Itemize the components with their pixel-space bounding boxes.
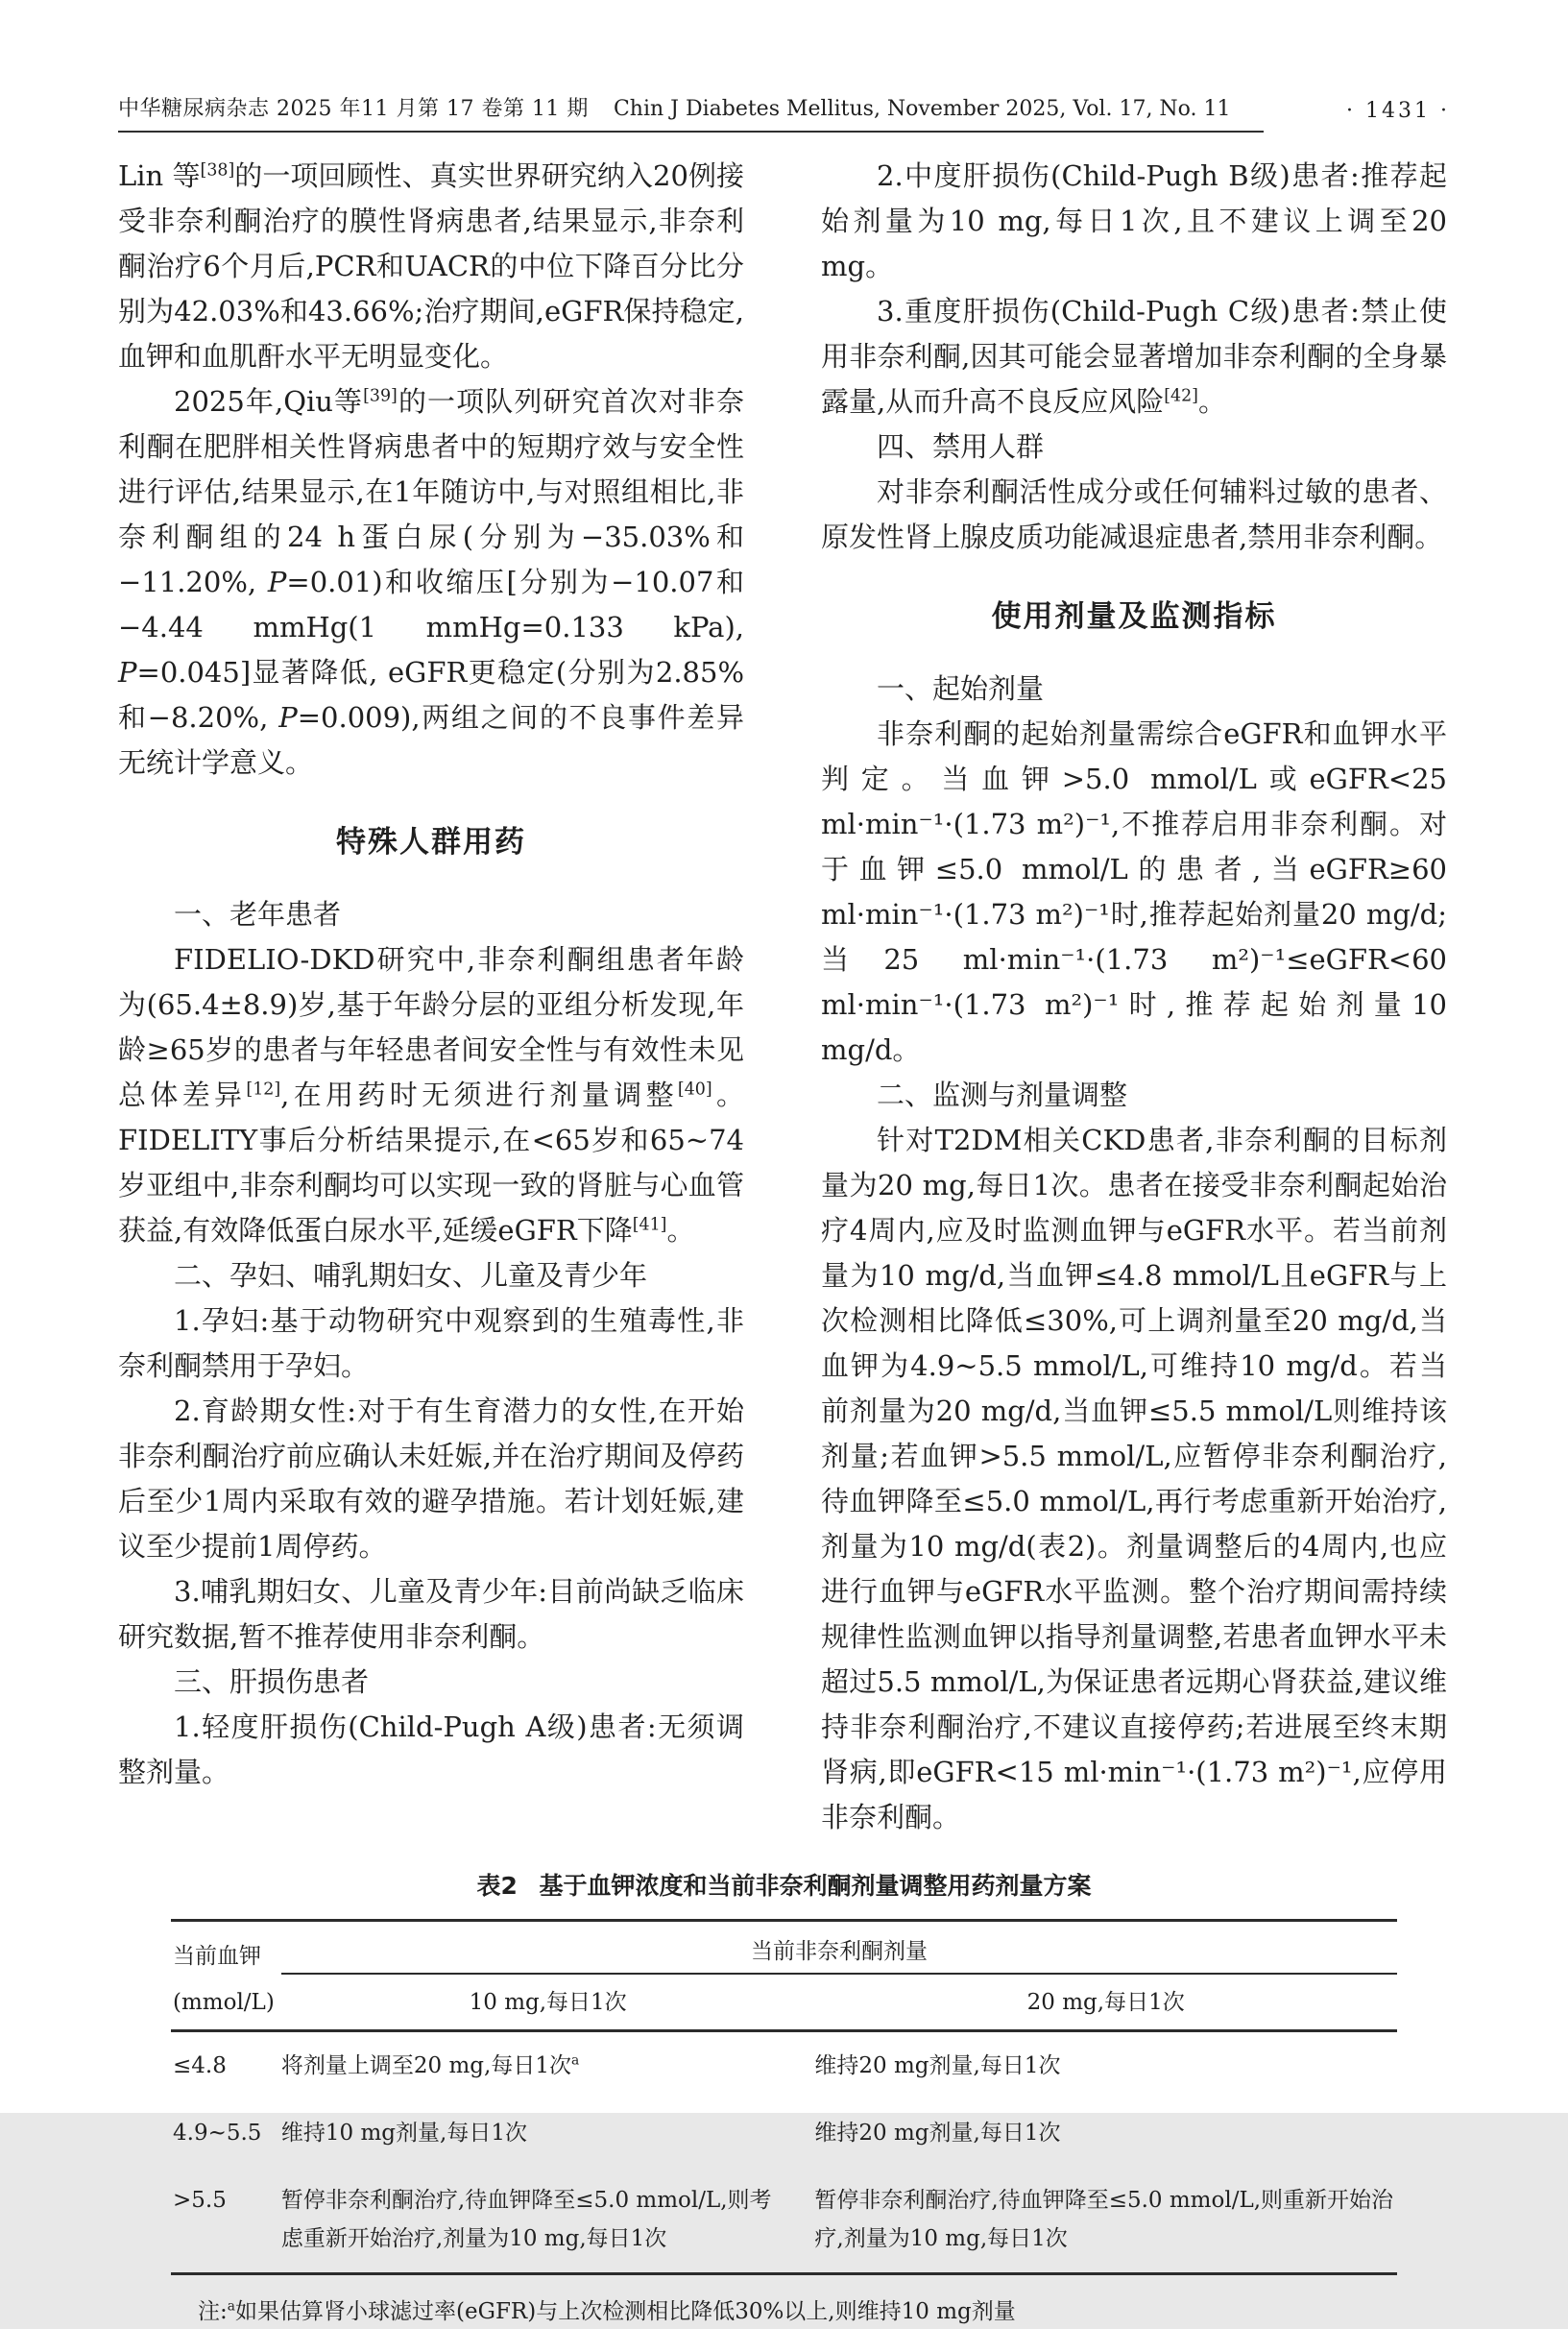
paragraph: FIDELIO-DKD研究中,非奈利酮组患者年龄为(65.4±8.9)岁,基于年龄分层的亚组分析发现,年龄≥65岁的患者与年轻患者间安全性与有效性未见总体差异[12],在用药时无须进行剂量调整[40]。FIDELITY事后分析结果提示,在<65岁和65~74岁亚组中,非奈利酮均可以实现一致的肾脏与心血管获益,有效降低蛋白尿水平,延缓eGFR下降[41]。	[118, 942, 744, 1247]
table-cell-potassium: ≤4.8	[173, 2052, 227, 2078]
table-cell-potassium: 4.9~5.5	[173, 2120, 262, 2146]
left-column	[118, 154, 744, 1840]
right-column	[821, 154, 1447, 1840]
paragraph: 二、监测与剂量调整	[877, 1078, 1128, 1111]
section-heading: 使用剂量及监测指标	[991, 598, 1277, 634]
paragraph: 二、孕妇、哺乳期妇女、儿童及青少年	[174, 1258, 648, 1292]
paragraph: 3.哺乳期妇女、儿童及青少年:目前尚缺乏临床研究数据,暂不推荐使用非奈利酮。	[118, 1574, 744, 1653]
paragraph: 2025年,Qiu等[39]的一项队列研究首次对非奈利酮在肥胖相关性肾病患者中的短期疗效与安全性进行评估,结果显示,在1年随访中,与对照组相比,非奈利酮组的24 h蛋白尿(分别为−35.03%和−11.20%, P=0.01)和收缩压[分别为−10.07和−4.44 mmHg(1 mmHg=0.133 kPa), P=0.045]显著降低, eGFR更稳定(分别为2.85%和−8.20%, P=0.009),两组之间的不良事件差异无统计学意义。	[118, 384, 744, 779]
paragraph: Lin 等[38]的一项回顾性、真实世界研究纳入20例接受非奈利酮治疗的膜性肾病患者,结果显示,非奈利酮治疗6个月后,PCR和UACR的中位下降百分比分别为42.03%和43.66%;治疗期间,eGFR保持稳定,血钾和血肌酐水平无明显变化。	[118, 158, 744, 373]
table-cell-20mg-action: 暂停非奈利酮治疗,待血钾降至≤5.0 mmol/L,则重新开始治疗,剂量为10 mg,每日1次	[814, 2187, 1394, 2251]
paragraph: 四、禁用人群	[877, 429, 1045, 463]
journal-title	[118, 96, 1264, 133]
paragraph: 2.中度肝损伤(Child-Pugh B级)患者:推荐起始剂量为10 mg,每日1次,且不建议上调至20 mg。	[821, 158, 1447, 282]
table-subheader-20mg: 20 mg,每日1次	[814, 1974, 1397, 2031]
table-cell-10mg-action: 将剂量上调至20 mg,每日1次$^a$	[280, 2051, 580, 2078]
table-header-current-dose: 当前非奈利酮剂量	[281, 1920, 1397, 1974]
table-title	[171, 1867, 1397, 1902]
table-row	[171, 2099, 1397, 2167]
table-header-serum-potassium	[171, 1920, 281, 2030]
journal-title-cn: 中华糖尿病杂志 2025 年11 月第 17 卷第 11 期	[118, 97, 589, 121]
paragraph: 一、起始剂量	[877, 671, 1045, 705]
paragraph: 3.重度肝损伤(Child-Pugh C级)患者:禁止使用非奈利酮,因其可能会显著增加非奈利酮的全身暴露量,从而升高不良反应风险[42]。	[821, 294, 1447, 418]
article-body	[118, 154, 1450, 1840]
dose-adjustment-table	[171, 1919, 1397, 2275]
table-header-line2: (mmol/L)	[173, 1989, 275, 2015]
table-header-line1: 当前血钾	[173, 1943, 261, 1969]
table-cell-20mg-action: 维持20 mg剂量,每日1次	[814, 2120, 1061, 2146]
paragraph: 三、肝损伤患者	[174, 1664, 370, 1698]
paragraph: 对非奈利酮活性成分或任何辅料过敏的患者、原发性肾上腺皮质功能减退症患者,禁用非奈利酮。	[821, 474, 1447, 553]
table-cell-10mg-action: 维持10 mg剂量,每日1次	[280, 2120, 527, 2146]
paragraph: 1.轻度肝损伤(Child-Pugh A级)患者:无须调整剂量。	[118, 1710, 744, 1788]
paragraph: 针对T2DM相关CKD患者,非奈利酮的目标剂量为20 mg,每日1次。患者在接受非奈利酮起始治疗4周内,应及时监测血钾与eGFR水平。若当前剂量为10 mg/d,当血钾≤4.8 mmol/L且eGFR与上次检测相比降低≤30%,可上调剂量至20 mg/d,当血钾为4.9~5.5 mmol/L,可维持10 mg/d。若当前剂量为20 mg/d,当血钾≤5.5 mmol/L则维持该剂量;若血钾>5.5 mmol/L,应暂停非奈利酮治疗,待血钾降至≤5.0 mmol/L,再行考虑重新开始治疗,剂量为10 mg/d(表2)。剂量调整后的4周内,也应进行血钾与eGFR水平监测。整个治疗期间需持续规律性监测血钾以指导剂量调整,若患者血钾水平未超过5.5 mmol/L,为保证患者远期心肾获益,建议维持非奈利酮治疗,不建议直接停药;若进展至终末期肾病,即eGFR<15 ml·min⁻¹·(1.73 m²)⁻¹,应停用非奈利酮。	[821, 1123, 1447, 1833]
paragraph: 一、老年患者	[174, 897, 342, 931]
table-row	[171, 2030, 1397, 2099]
section-heading: 特殊人群用药	[336, 824, 526, 860]
table-2-area	[171, 1867, 1397, 2329]
table-cell-potassium: >5.5	[173, 2187, 227, 2213]
paragraph: 非奈利酮的起始剂量需综合eGFR和血钾水平判定。当血钾>5.0 mmol/L或eGFR<25 ml·min⁻¹·(1.73 m²)⁻¹,不推荐启用非奈利酮。对于血钾≤5.0 mmol/L的患者,当eGFR≥60 ml·min⁻¹·(1.73 m²)⁻¹时,推荐起始剂量20 mg/d;当25 ml·min⁻¹·(1.73 m²)⁻¹≤eGFR<60 ml·min⁻¹·(1.73 m²)⁻¹时,推荐起始剂量10 mg/d。	[821, 716, 1447, 1066]
paragraph: 1.孕妇:基于动物研究中观察到的生殖毒性,非奈利酮禁用于孕妇。	[118, 1303, 744, 1382]
page-header	[118, 96, 1450, 133]
table-label: 表2	[476, 1871, 518, 1900]
table-subheader-10mg: 10 mg,每日1次	[281, 1974, 814, 2031]
journal-title-en: Chin J Diabetes Mellitus, November 2025, Vol. 17, No. 11	[613, 97, 1231, 121]
table-cell-10mg-action: 暂停非奈利酮治疗,待血钾降至≤5.0 mmol/L,则考虑重新开始治疗,剂量为10 mg,每日1次	[280, 2187, 772, 2251]
page-number: · 1431 ·	[1346, 99, 1450, 123]
paragraph: 2.育龄期女性:对于有生育潜力的女性,在开始非奈利酮治疗前应确认未妊娠,并在治疗期间及停药后至少1周内采取有效的避孕措施。若计划妊娠,建议至少提前1周停药。	[118, 1394, 744, 1563]
table-note: 注:$^a$如果估算肾小球滤过率(eGFR)与上次检测相比降低30%以上,则维持10 mg剂量	[198, 2297, 1016, 2324]
table-cell-20mg-action: 维持20 mg剂量,每日1次	[814, 2052, 1061, 2078]
table-caption: 基于血钾浓度和当前非奈利酮剂量调整用药剂量方案	[539, 1871, 1092, 1900]
table-row	[171, 2167, 1397, 2274]
